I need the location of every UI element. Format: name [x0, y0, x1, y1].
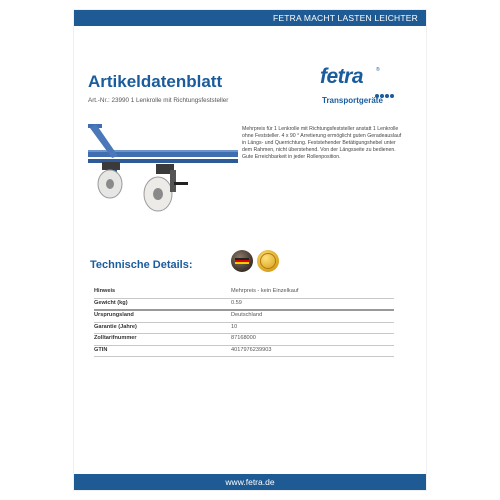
made-in-germany-seal-icon	[231, 250, 253, 272]
detail-key: Zolltarifnummer	[94, 335, 137, 341]
product-description: Mehrpreis für 1 Lenkrolle mit Richtungsfeststeller anstatt 1 Lenkrolle ohne Feststeller. 4 x 90 ° Arretierung ermöglicht guten Geradeauslauf in Längs- und Querrichtung. Feststehender Betätigungshebel unter dem Rahmen, nicht überstehend. Von der Längsseite zu bedienen. Gute Erreichbarkeit in jeder Rollenposition.	[242, 126, 402, 161]
detail-key: Hinweis	[94, 288, 116, 294]
detail-key: GTIN	[94, 346, 108, 353]
detail-value: 87168000	[231, 335, 256, 341]
table-row	[94, 311, 394, 323]
detail-key: Ursprungsland	[94, 312, 134, 318]
detail-key: Garantie (Jahre)	[94, 323, 137, 330]
header-slogan: FETRA MACHT LASTEN LEICHTER	[272, 13, 418, 23]
table-row	[94, 346, 394, 358]
datasheet-page	[74, 10, 426, 490]
table-row	[94, 334, 394, 346]
details-table	[94, 287, 394, 357]
logo-brand: fetra	[320, 65, 364, 88]
article-number: Art.-Nr.: 23990 1 Lenkrolle mit Richtungsfeststeller	[88, 97, 229, 104]
footer-url-link[interactable]: www.fetra.de	[225, 477, 275, 487]
detail-value: 10	[231, 323, 238, 330]
detail-value: 0.59	[231, 299, 242, 306]
page-title: Artikeldatenblatt	[88, 72, 223, 91]
detail-key: Gewicht (kg)	[94, 299, 128, 306]
detail-value: 4017976239903	[231, 346, 272, 353]
warranty-seal-icon	[257, 250, 279, 272]
product-image	[88, 122, 238, 222]
logo-tagline: Transportgeräte	[322, 96, 383, 105]
table-row	[94, 287, 394, 299]
registered-mark-icon: ®	[376, 67, 380, 73]
table-row	[94, 323, 394, 335]
footer-bar	[74, 474, 426, 490]
detail-value: Deutschland	[231, 312, 263, 318]
header-bar	[74, 10, 426, 26]
table-row	[94, 299, 394, 312]
fetra-logo	[320, 65, 410, 111]
technical-details-heading: Technische Details:	[90, 259, 193, 271]
detail-value: Mehrpreis - kein Einzelkauf	[231, 288, 299, 294]
